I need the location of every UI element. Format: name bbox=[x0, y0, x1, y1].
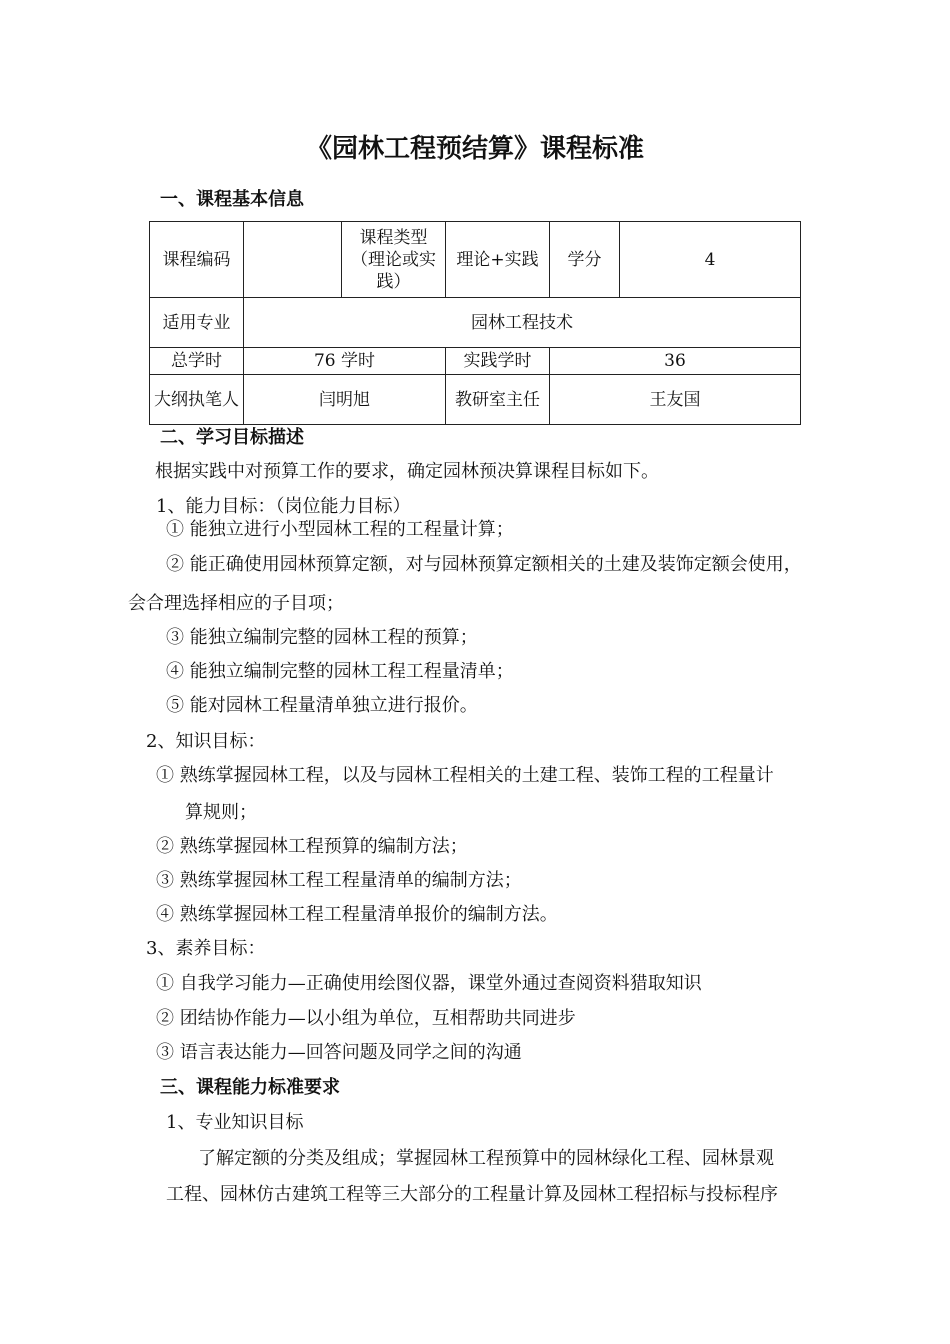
section-3-paragraph-line-2: 工程、园林仿古建筑工程等三大部分的工程量计算及园林工程招标与投标程序 bbox=[166, 1184, 778, 1205]
course-info-table bbox=[149, 221, 801, 425]
course-type-label: 课程类型（理论或实践） bbox=[342, 222, 446, 298]
quality-item-2: ② 团结协作能力—以小组为单位，互相帮助共同进步 bbox=[156, 1008, 576, 1029]
knowledge-item-1-cont: 算规则； bbox=[185, 802, 257, 823]
ability-item-3: ③ 能独立编制完整的园林工程的预算； bbox=[166, 627, 478, 648]
knowledge-item-4: ④ 熟练掌握园林工程工程量清单报价的编制方法。 bbox=[156, 904, 558, 925]
section-3-heading: 三、课程能力标准要求 bbox=[160, 1077, 340, 1098]
total-hours-label: 总学时 bbox=[150, 348, 244, 375]
ability-item-2: ② 能正确使用园林预算定额，对与园林预算定额相关的土建及装饰定额会使用， bbox=[166, 554, 802, 575]
section-2-intro: 根据实践中对预算工作的要求，确定园林预决算课程目标如下。 bbox=[155, 461, 659, 482]
credit-value: 4 bbox=[620, 222, 801, 298]
practice-hours-label: 实践学时 bbox=[446, 348, 550, 375]
section-3-paragraph-line-1: 了解定额的分类及组成；掌握园林工程预算中的园林绿化工程、园林景观 bbox=[198, 1148, 774, 1169]
credit-label: 学分 bbox=[550, 222, 620, 298]
practice-hours-value: 36 bbox=[550, 348, 801, 375]
knowledge-item-2: ② 熟练掌握园林工程预算的编制方法； bbox=[156, 836, 468, 857]
major-value: 园林工程技术 bbox=[244, 298, 801, 348]
section-1-heading: 一、课程基本信息 bbox=[160, 189, 304, 210]
major-label: 适用专业 bbox=[150, 298, 244, 348]
document-title: 《园林工程预结算》课程标准 bbox=[305, 134, 644, 164]
course-type-value: 理论+实践 bbox=[446, 222, 550, 298]
course-code-label: 课程编码 bbox=[150, 222, 244, 298]
quality-heading: 3、素养目标： bbox=[146, 938, 266, 959]
quality-item-1: ① 自我学习能力—正确使用绘图仪器，课堂外通过查阅资料猎取知识 bbox=[156, 973, 702, 994]
total-hours-value: 76 学时 bbox=[244, 348, 446, 375]
ability-item-4: ④ 能独立编制完整的园林工程工程量清单； bbox=[166, 661, 514, 682]
director-label: 教研室主任 bbox=[446, 375, 550, 425]
author-value: 闫明旭 bbox=[244, 375, 446, 425]
director-value: 王友国 bbox=[550, 375, 801, 425]
section-3-sub-1: 1、专业知识目标 bbox=[166, 1112, 304, 1133]
section-2-heading: 二、学习目标描述 bbox=[160, 427, 304, 448]
quality-item-3: ③ 语言表达能力—回答问题及同学之间的沟通 bbox=[156, 1042, 522, 1063]
knowledge-item-3: ③ 熟练掌握园林工程工程量清单的编制方法； bbox=[156, 870, 522, 891]
ability-item-1: ① 能独立进行小型园林工程的工程量计算； bbox=[166, 519, 514, 540]
knowledge-heading: 2、知识目标： bbox=[146, 731, 266, 752]
author-label: 大纲执笔人 bbox=[150, 375, 244, 425]
ability-item-2-cont: 会合理选择相应的子目项； bbox=[128, 593, 344, 614]
course-code-value bbox=[244, 222, 342, 298]
ability-item-5: ⑤ 能对园林工程量清单独立进行报价。 bbox=[166, 695, 478, 716]
ability-heading: 1、能力目标：（岗位能力目标） bbox=[156, 496, 411, 517]
knowledge-item-1: ① 熟练掌握园林工程，以及与园林工程相关的土建工程、装饰工程的工程量计 bbox=[156, 765, 774, 786]
